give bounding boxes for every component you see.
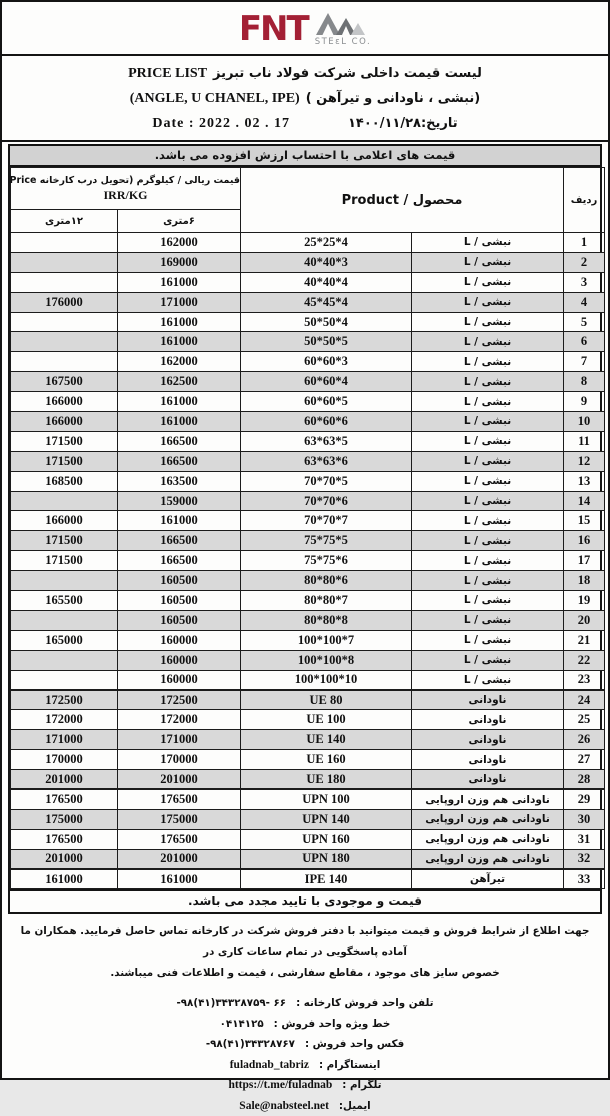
row-number-cell: 4 [564,292,605,312]
contact-label: خط ویژه واحد فروش : [273,1017,391,1030]
size-cell: UE 180 [241,770,412,790]
product-type-cell: نبشی / L [412,491,564,511]
size-cell: 80*80*7 [241,591,412,611]
row-number-cell: 32 [564,849,605,869]
price-6m-cell: 160000 [118,670,241,690]
price-12m-cell: 171500 [11,451,118,471]
price-6m-cell: 172500 [118,690,241,710]
row-number-cell: 27 [564,750,605,770]
product-type-cell: نبشی / L [412,352,564,372]
product-type-cell: نبشی / L [412,591,564,611]
size-cell: 50*50*5 [241,332,412,352]
price-12m-cell: 166000 [11,392,118,412]
row-number-cell: 8 [564,372,605,392]
price-6m-cell: 161000 [118,332,241,352]
product-type-cell: نبشی / L [412,511,564,531]
price-6m-cell: 172000 [118,710,241,730]
price-12m-cell: 201000 [11,849,118,869]
size-cell: 75*75*6 [241,551,412,571]
row-number-cell: 17 [564,551,605,571]
table-row [11,571,605,591]
price-6m-cell: 176500 [118,789,241,809]
row-number-cell: 7 [564,352,605,372]
price-12m-cell [11,491,118,511]
row-number-cell: 9 [564,392,605,412]
row-number-cell: 16 [564,531,605,551]
size-cell: IPE 140 [241,869,412,889]
size-cell: 70*70*7 [241,511,412,531]
price-unit-label: IRR/KG [103,188,148,203]
table-row [11,431,605,451]
row-number-cell: 14 [564,491,605,511]
contact-line [2,993,608,1014]
table-row [11,690,605,710]
size-cell: UE 80 [241,690,412,710]
row-number-cell: 5 [564,312,605,332]
row-number-cell: 18 [564,571,605,591]
table-row [11,352,605,372]
length-6m-header: ۶متری [118,210,241,233]
title-fa: لیست قیمت داخلی شرکت فولاد ناب تبریز [213,66,482,81]
price-6m-cell: 166500 [118,531,241,551]
table-row [11,750,605,770]
title-line [2,61,608,86]
size-cell: 40*40*4 [241,272,412,292]
size-cell: 70*70*5 [241,471,412,491]
product-type-cell: نبشی / L [412,531,564,551]
product-type-cell: ناودانی [412,770,564,790]
price-6m-cell: 175000 [118,809,241,829]
row-number-cell: 15 [564,511,605,531]
table-row [11,233,605,253]
table-row [11,272,605,292]
price-12m-cell: 171000 [11,730,118,750]
price-12m-cell [11,650,118,670]
contact-value: https://t.me/fuladnab [228,1079,333,1092]
row-number-cell: 12 [564,451,605,471]
size-cell: 70*70*6 [241,491,412,511]
fnt-logo-text: FNT [238,9,308,49]
logo-header [2,2,608,56]
row-number-cell: 10 [564,412,605,432]
sales-note-line1: جهت اطلاع از شرایط فروش و قیمت میتوانید با دفتر فروش شرکت در کارخانه تماس حاصل فرمایید. همکاران ما آماده پاسخگویی در تمام ساعات کاری در [20,925,590,959]
table-row [11,730,605,750]
price-6m-cell: 162000 [118,233,241,253]
subtitle-en: (ANGLE, U CHANEL, IPE) [129,91,300,106]
contact-value: fuladnab_tabriz [229,1058,309,1071]
row-number-cell: 11 [564,431,605,451]
size-cell: UE 160 [241,750,412,770]
contact-value: Sale@nabsteel.net [239,1099,329,1112]
contact-line [2,1014,608,1035]
table-row [11,372,605,392]
product-type-cell: ناودانی [412,690,564,710]
price-12m-cell [11,272,118,292]
table-row [11,591,605,611]
table-row [11,252,605,272]
row-number-cell: 26 [564,730,605,750]
contact-label: فکس واحد فروش : [304,1038,405,1051]
row-number-cell: 30 [564,809,605,829]
price-table-sheet [8,144,602,914]
price-12m-cell: 168500 [11,471,118,491]
product-type-cell: نبشی / L [412,252,564,272]
row-number-cell: 24 [564,690,605,710]
price-6m-cell: 166500 [118,431,241,451]
price-6m-cell: 176500 [118,829,241,849]
row-number-cell: 20 [564,610,605,630]
subtitle-fa: (نبشی ، ناودانی و تیرآهن ) [305,91,481,106]
price-12m-cell: 166000 [11,511,118,531]
size-cell: UE 140 [241,730,412,750]
table-row [11,551,605,571]
steel-co-text: STEεL CO. [314,37,372,48]
size-cell: UPN 160 [241,829,412,849]
row-number-cell: 1 [564,233,605,253]
contact-value: ۶۶ -۳۴۳۲۸۷۵۹(۴۱)۹۸- [176,997,287,1010]
price-6m-cell: 201000 [118,849,241,869]
price-12m-cell [11,571,118,591]
contact-line [2,1055,608,1076]
price-column-header [11,168,241,210]
table-row [11,829,605,849]
price-12m-cell: 171500 [11,531,118,551]
row-number-cell: 31 [564,829,605,849]
row-number-cell: 29 [564,789,605,809]
contact-label: اینستاگرام : [318,1058,381,1071]
contact-line [2,1075,608,1096]
product-type-cell: نبشی / L [412,431,564,451]
price-12m-cell: 170000 [11,750,118,770]
row-number-column-header: ردیف [564,168,605,233]
price-12m-cell: 176500 [11,789,118,809]
size-cell: UPN 140 [241,809,412,829]
table-row [11,610,605,630]
product-type-cell: ناودانی هم وزن اروپایی [412,849,564,869]
sales-note [2,921,608,984]
price-12m-cell: 172500 [11,690,118,710]
price-6m-cell: 161000 [118,392,241,412]
product-type-cell: نبشی / L [412,670,564,690]
product-type-cell: نبشی / L [412,571,564,591]
price-6m-cell: 160500 [118,591,241,611]
contact-label: تلفن واحد فروش کارخانه : [296,997,434,1010]
row-number-cell: 23 [564,670,605,690]
price-table [10,167,605,889]
table-row [11,491,605,511]
table-row [11,531,605,551]
title-block [2,56,608,142]
size-cell: 45*45*4 [241,292,412,312]
row-number-cell: 3 [564,272,605,292]
size-cell: 50*50*4 [241,312,412,332]
size-cell: 75*75*5 [241,531,412,551]
table-row [11,650,605,670]
product-type-cell: تیرآهن [412,869,564,889]
price-6m-cell: 161000 [118,312,241,332]
contact-value: ۰۴۱۴۱۲۵ [219,1017,264,1030]
product-type-cell: نبشی / L [412,471,564,491]
product-type-cell: ناودانی هم وزن اروپایی [412,809,564,829]
row-number-cell: 25 [564,710,605,730]
table-row [11,451,605,471]
size-cell: UE 100 [241,710,412,730]
price-header-fa: قیمت ریالی / کیلوگرم (تحویل درب کارخانه Price [9,175,240,187]
price-12m-cell: 171500 [11,431,118,451]
price-12m-cell: 172000 [11,710,118,730]
product-type-cell: نبشی / L [412,412,564,432]
product-type-cell: ناودانی [412,750,564,770]
product-type-cell: ناودانی [412,730,564,750]
product-type-cell: نبشی / L [412,233,564,253]
row-number-cell: 13 [564,471,605,491]
vat-notice-banner: قیمت های اعلامی با احتساب ارزش افزوده می باشد. [10,146,600,167]
contact-label: ایمیل: [338,1099,371,1112]
size-cell: 80*80*8 [241,610,412,630]
subtitle-line [2,86,608,111]
product-type-cell: نبشی / L [412,650,564,670]
price-12m-cell: 161000 [11,869,118,889]
price-12m-cell [11,312,118,332]
price-6m-cell: 166500 [118,451,241,471]
size-cell: UPN 100 [241,789,412,809]
product-type-cell: ناودانی [412,710,564,730]
product-type-cell: ناودانی هم وزن اروپایی [412,829,564,849]
price-12m-cell: 166000 [11,412,118,432]
logo-mark [315,11,371,47]
price-6m-cell: 161000 [118,869,241,889]
row-number-cell: 22 [564,650,605,670]
reconfirm-notice-banner: قیمت و موجودی با تایید مجدد می باشد. [10,889,600,912]
row-number-cell: 19 [564,591,605,611]
size-cell: 100*100*8 [241,650,412,670]
price-12m-cell [11,332,118,352]
size-cell: 40*40*3 [241,252,412,272]
price-table-body [11,233,605,889]
price-6m-cell: 166500 [118,551,241,571]
table-row [11,869,605,889]
row-number-cell: 28 [564,770,605,790]
size-cell: 100*100*10 [241,670,412,690]
contact-label: تلگرام : [342,1079,382,1092]
date-en: Date : 2022 . 02 . 17 [152,116,290,131]
price-6m-cell: 171000 [118,292,241,312]
table-row [11,670,605,690]
contact-line [2,1096,608,1116]
size-cell: 100*100*7 [241,630,412,650]
table-row [11,332,605,352]
table-row [11,789,605,809]
size-cell: 60*60*4 [241,372,412,392]
price-6m-cell: 160500 [118,610,241,630]
product-type-cell: نبشی / L [412,332,564,352]
price-12m-cell [11,670,118,690]
size-cell: 63*63*6 [241,451,412,471]
row-number-cell: 6 [564,332,605,352]
price-6m-cell: 161000 [118,511,241,531]
size-cell: 25*25*4 [241,233,412,253]
size-cell: 60*60*6 [241,412,412,432]
product-type-cell: نبشی / L [412,451,564,471]
price-12m-cell: 171500 [11,551,118,571]
product-type-cell: نبشی / L [412,272,564,292]
price-6m-cell: 160500 [118,571,241,591]
product-type-cell: نبشی / L [412,372,564,392]
table-row [11,471,605,491]
price-6m-cell: 160000 [118,650,241,670]
product-column-header: محصول / Product [241,168,564,233]
product-type-cell: نبشی / L [412,630,564,650]
table-row [11,849,605,869]
price-12m-cell: 165000 [11,630,118,650]
price-12m-cell: 176000 [11,292,118,312]
table-row [11,809,605,829]
price-6m-cell: 162000 [118,352,241,372]
price-12m-cell [11,233,118,253]
product-type-cell: نبشی / L [412,392,564,412]
price-6m-cell: 170000 [118,750,241,770]
table-row [11,511,605,531]
price-6m-cell: 162500 [118,372,241,392]
mountain-logo-icon [315,11,365,37]
contact-info-block [2,993,608,1116]
price-6m-cell: 160000 [118,630,241,650]
size-cell: 60*60*5 [241,392,412,412]
price-12m-cell: 165500 [11,591,118,611]
row-number-cell: 33 [564,869,605,889]
date-line [2,111,608,136]
price-6m-cell: 201000 [118,770,241,790]
price-12m-cell [11,252,118,272]
product-type-cell: ناودانی هم وزن اروپایی [412,789,564,809]
price-6m-cell: 171000 [118,730,241,750]
table-row [11,710,605,730]
row-number-cell: 2 [564,252,605,272]
price-12m-cell: 167500 [11,372,118,392]
price-6m-cell: 169000 [118,252,241,272]
table-row [11,770,605,790]
length-12m-header: ۱۲متری [11,210,118,233]
contact-line [2,1034,608,1055]
product-type-cell: نبشی / L [412,292,564,312]
table-row [11,312,605,332]
price-6m-cell: 161000 [118,412,241,432]
table-row [11,292,605,312]
price-12m-cell: 201000 [11,770,118,790]
table-row [11,392,605,412]
table-row [11,630,605,650]
row-number-cell: 21 [564,630,605,650]
price-12m-cell: 175000 [11,809,118,829]
product-type-cell: نبشی / L [412,312,564,332]
price-12m-cell: 176500 [11,829,118,849]
contact-value: ۳۴۳۲۸۷۶۷(۴۱)۹۸- [205,1038,295,1051]
size-cell: 63*63*5 [241,431,412,451]
price-12m-cell [11,610,118,630]
size-cell: 80*80*6 [241,571,412,591]
price-12m-cell [11,352,118,372]
price-6m-cell: 161000 [118,272,241,292]
date-fa: تاریخ:۱۴۰۰/۱۱/۲۸ [347,116,458,131]
size-cell: 60*60*3 [241,352,412,372]
sales-note-line2: خصوص سایز های موجود ، مقاطع سفارشی ، قیمت و اطلاعات فنی میباشند. [110,967,500,980]
title-en: PRICE LIST [128,66,208,81]
size-cell: UPN 180 [241,849,412,869]
table-row [11,412,605,432]
price-6m-cell: 159000 [118,491,241,511]
product-type-cell: نبشی / L [412,551,564,571]
price-6m-cell: 163500 [118,471,241,491]
product-type-cell: نبشی / L [412,610,564,630]
